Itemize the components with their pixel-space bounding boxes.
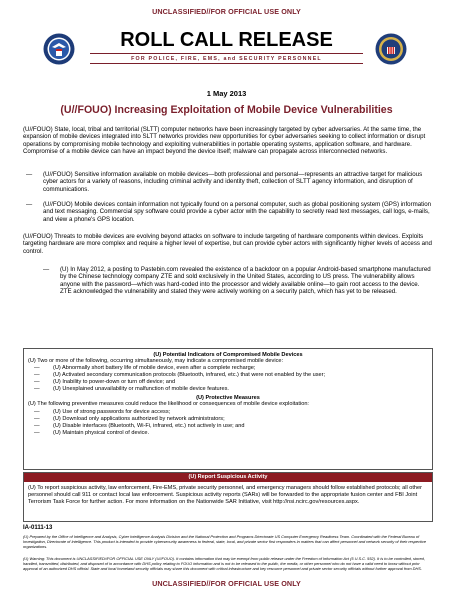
release-date: 1 May 2013 — [206, 89, 247, 98]
indicators-heading: (U) Potential Indicators of Compromised Mobile Devices — [153, 352, 303, 358]
indicator-item: — (U) Activated secondary communication protocols (Bluetooth, infrared, etc.) that were not enabled by the user; — [34, 372, 326, 379]
paragraph-intro: (U//FOUO) State, local, tribal and territorial (SLTT) computer networks have been increasingly targeted by cyber adversaries. At the same time, the expansion of mobile devices integrated into SLTT networks provides new opportunities for cyber adversaries seeking to collect information or disrupt operations by compromising mobile technology and exploiting vulnerabilities in portable operating systems, application software, and hardware. Compromise of a mobile device can have an impact beyond the device itself; malware can propagate across interconnected networks. — [23, 126, 426, 156]
classification-banner-top: UNCLASSIFIED//FOR OFFICIAL USE ONLY — [152, 7, 301, 16]
bullet-text: (U//FOUO) Mobile devices contain information not typically found on a personal computer, such as global positioning system (GPS) information and text messaging. Commercial spy software could provide a cyber actor with the capability to secretly read text messages, call logs, e-mails, and view a phone's GPS location. — [43, 201, 432, 223]
indicator-item: — (U) Abnormally short battery life of mobile device, even after a complete recharge; — [34, 365, 256, 372]
protective-item: — (U) Use of strong passwords for device access; — [34, 408, 171, 415]
protective-item: — (U) Download only applications authorized by network administrators; — [34, 415, 225, 422]
indicator-item: — (U) Inability to power-down or turn off device; and — [34, 379, 176, 386]
bullet-dash: — — [26, 201, 33, 208]
fbi-seal-icon — [375, 33, 407, 65]
headline: (U//FOUO) Increasing Exploitation of Mobile Device Vulnerabilities — [60, 104, 393, 116]
title-rule — [90, 53, 363, 54]
footnote-warning: (U) Warning: This document is UNCLASSIFIED//FOR OFFICIAL USE ONLY (U//FOUO). It contains information that may be exempt from public release under the Freedom of Information Act (5 U.S.C. 552). It is to be controlled, stored, handled, transmitted, distributed, and disposed of in accordance with DHS policy relating to FOUO information and is not to be released to the public, the media, or other personnel who do not have a valid need to know without prior approval of an authorized DHS official. State and local homeland security officials may share this document with critical infrastructure and key resource personnel and private sector security officials without further approval from DHS. — [23, 556, 425, 571]
document-subtitle: FOR POLICE, FIRE, EMS, and SECURITY PERSONNEL — [131, 56, 322, 62]
indicators-intro: (U) Two or more of the following, occurring simultaneously, may indicate a compromised mobile device: — [28, 358, 284, 364]
classification-banner-bottom: UNCLASSIFIED//FOR OFFICIAL USE ONLY — [152, 579, 301, 588]
document-title: ROLL CALL RELEASE — [120, 29, 333, 51]
protective-item: — (U) Disable interfaces (Bluetooth, Wi-Fi, infrared, etc.) not actively in use; and — [34, 422, 245, 429]
bullet-dash: — — [43, 266, 50, 273]
bullet-text: (U) In May 2012, a posting to Pastebin.com revealed the existence of a backdoor on a popular Android-based smartphone manufactured by the Chinese technology company ZTE and sold exclusively in the United States, according to US press. The vulnerability allows anyone with the password—which was hard-coded into the processor and widely available online—to gain root access to the device. ZTE acknowledged the vulnerability and stated they were actively working on a security patch, which has yet to be released. — [60, 266, 431, 296]
report-suspicious-activity-box — [23, 472, 433, 522]
indicator-item: — (U) Unexplained unavailability or malfunction of mobile device features. — [34, 386, 229, 393]
document-code: IA-0111-13 — [23, 525, 53, 531]
bullet-sensitive-info — [26, 171, 433, 193]
report-heading-bar: (U) Report Suspicious Activity — [24, 473, 432, 482]
bullet-dash: — — [26, 171, 33, 178]
paragraph-hardware: (U//FOUO) Threats to mobile devices are evolving beyond attacks on software to include targeting of hardware components within devices. Exploits targeting hardware are more complex and require a higher level of expertise, but can provide cyber actors with significantly higher levels of access and control. — [23, 233, 432, 255]
subtitle-rule — [90, 63, 363, 64]
protective-heading: (U) Protective Measures — [196, 395, 260, 402]
protective-item: — (U) Maintain physical control of device. — [34, 429, 150, 436]
report-body: (U) To report suspicious activity, law enforcement, Fire-EMS, private security personnel, and emergency managers should follow established protocols; all other personnel should call 911 or contact local law enforcement. Suspicious activity reports (SARs) will be forwarded to the appropriate fusion center and FBI Joint Terrorism Task Force for further action. For more information on the Nationwide SAR Initiative, visit http://nsi.ncirc.gov/resources.aspx. — [28, 485, 423, 505]
bullet-zte — [43, 266, 432, 296]
footnote-prepared-by: (U) Prepared by the Office of Intelligence and Analysis, Cyber Intelligence Analysis Division and the National Protection and Programs Directorate US Computer Emergency Readiness Team. Coordinated with the Federal Bureau of Investigation, Directorate of Intelligence. This product is intended to provide cybersecurity awareness to federal, state, local, and private sector first responders in matters that can affect personnel and network security of their respective organizations. — [23, 534, 427, 549]
dhs-seal-icon — [43, 33, 75, 65]
protective-intro: (U) The following preventive measures could reduce the likelihood or consequences of mobile device exploitation: — [28, 401, 309, 408]
bullet-mobile-info — [26, 201, 433, 223]
indicators-box — [23, 348, 433, 470]
bullet-text: (U//FOUO) Sensitive information available on mobile devices—both professional and personal—represents an attractive target for malicious cyber actors for a variety of reasons, including criminal activity and identity theft, collection of SLTT agency information, and disruption of communications. — [43, 171, 423, 193]
